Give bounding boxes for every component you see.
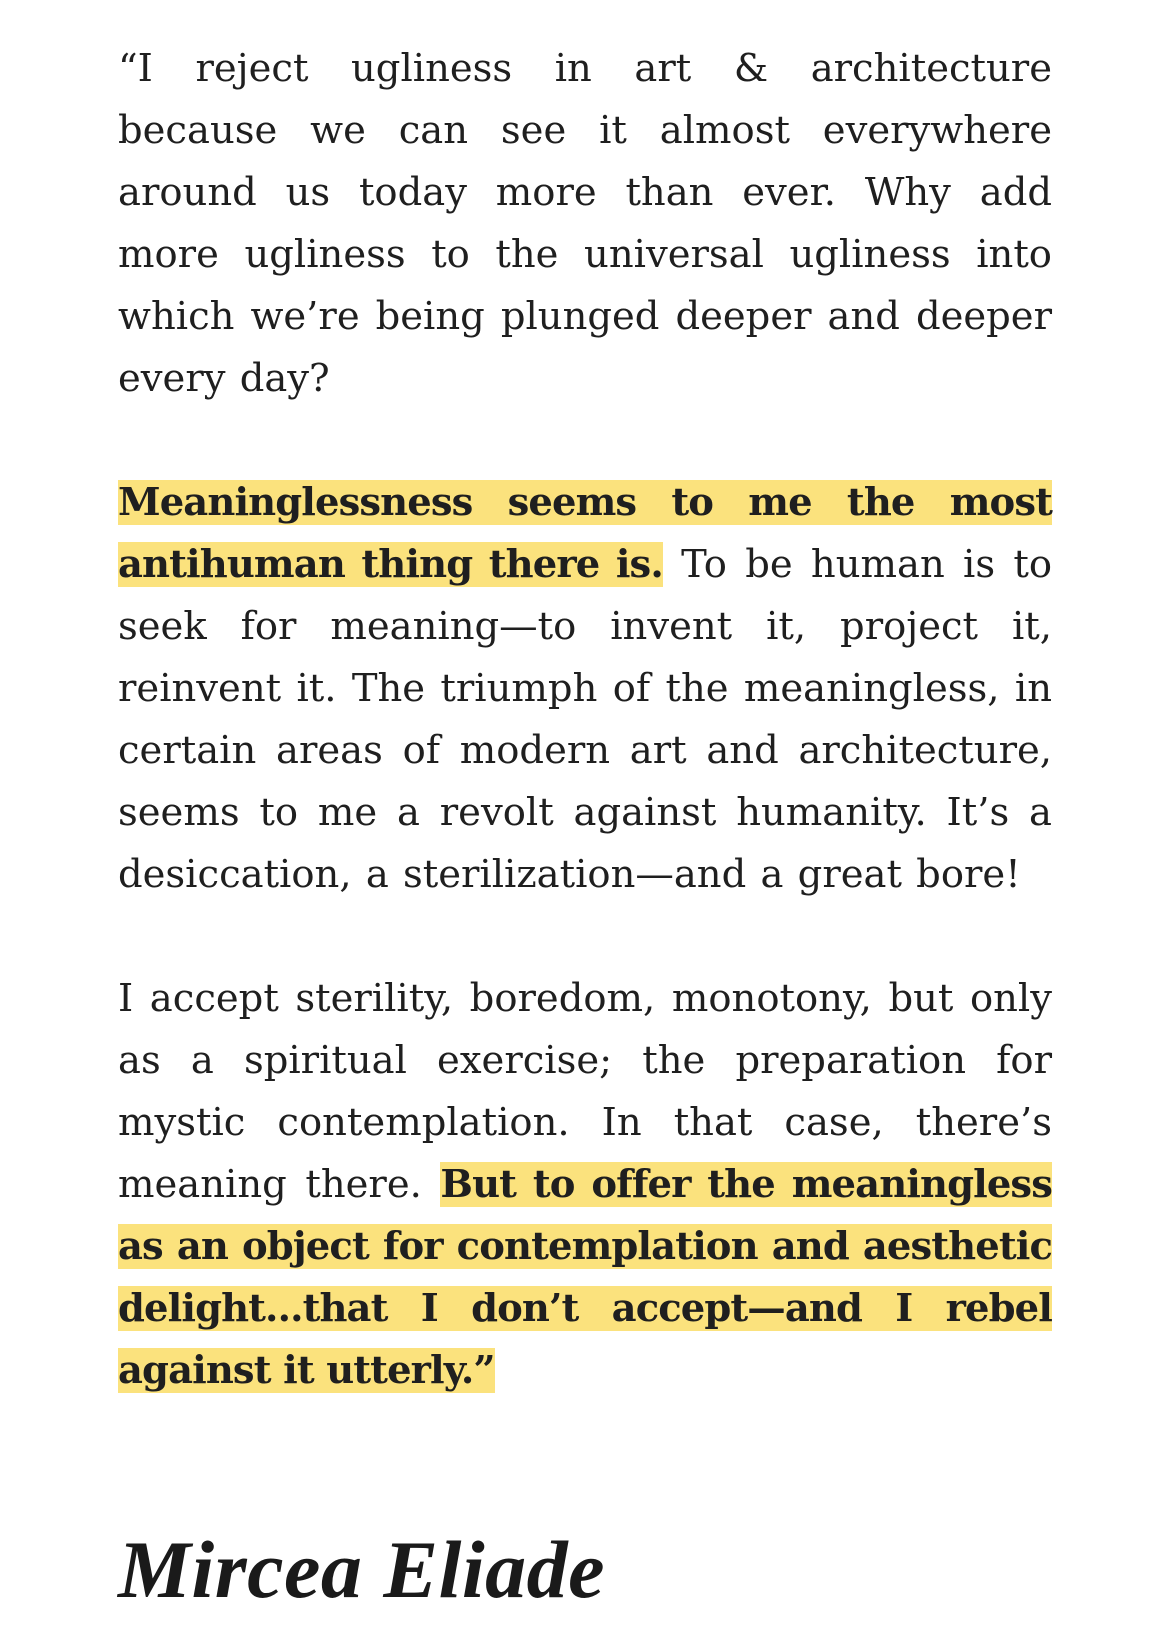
- author-signature: Mircea Eliade: [118, 1524, 606, 1615]
- paragraph-text: I accept sterility, boredom, monotony, but only as a spiritual exercise; the preparation for mystic contemplation. In that case, there’s meaning there.: [118, 976, 1052, 1207]
- quote-paragraph-3: [118, 968, 1052, 1402]
- highlighted-text: But to offer the meaningless as an object for contemplation and aesthetic delight...that I don’t accept—and I rebel against it utterly.”: [118, 1162, 1052, 1393]
- highlighted-text: Meaninglessness seems to me the most antihuman thing there is.: [118, 480, 1052, 587]
- quote-paragraph-1: “I reject ugliness in art & architecture because we can see it almost everywhere around us today more than ever. Why add more ugliness to the universal ugliness into which we’re being plunged deeper and deeper every day?: [118, 46, 1052, 401]
- quote-document: [118, 38, 1052, 1402]
- paragraph-text: To be human is to seek for meaning—to invent it, project it, reinvent it. The triumph of the meaningless, in certain areas of modern art and architecture, seems to me a revolt against humanity. It’s a desiccation, a sterilization—and a great bore!: [118, 542, 1052, 897]
- quote-paragraph-2: [118, 472, 1052, 906]
